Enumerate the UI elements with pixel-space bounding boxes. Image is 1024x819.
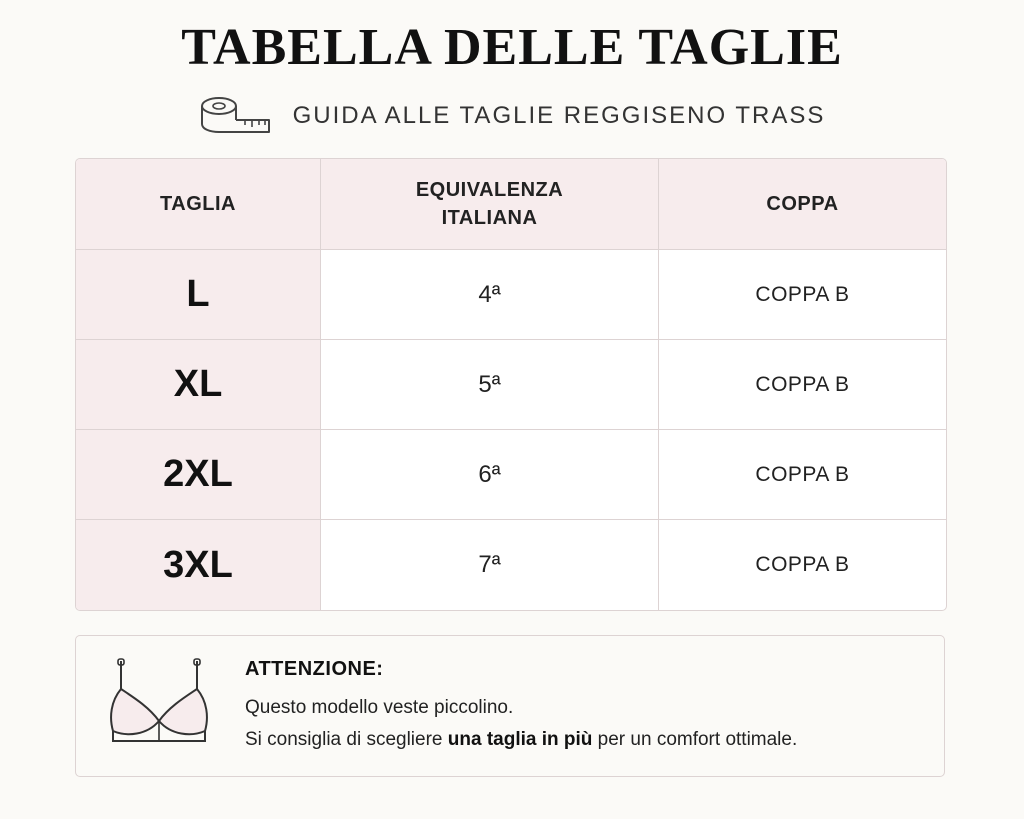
warning-text-line1: Questo modello veste piccolino.	[245, 697, 514, 718]
italian-size-cell: 4ª	[321, 250, 659, 339]
warning-title: ATTENZIONE:	[245, 658, 384, 680]
column-header-italian-equivalent: EQUIVALENZA ITALIANA	[321, 159, 659, 249]
size-cell: 3XL	[76, 520, 321, 610]
page-title: TABELLA DELLE TAGLIE	[181, 19, 843, 76]
warning-text-post: per un comfort ottimale.	[592, 729, 798, 750]
subtitle-row	[0, 92, 1024, 140]
warning-text-pre: Si consiglia di scegliere	[245, 729, 448, 750]
column-header-cup: COPPA	[766, 193, 839, 215]
page-subtitle: GUIDA ALLE TAGLIE REGGISENO TRASS	[292, 102, 826, 129]
cup-cell: COPPA B	[755, 553, 850, 576]
bra-icon	[105, 655, 213, 756]
table-header-row	[76, 159, 946, 250]
size-cell: L	[76, 250, 321, 339]
measuring-tape-icon	[199, 94, 273, 138]
italian-size-cell: 5ª	[321, 340, 659, 429]
warning-text-line2	[245, 729, 797, 751]
cup-cell: COPPA B	[755, 372, 850, 396]
size-table	[75, 158, 947, 611]
table-row	[76, 520, 946, 610]
cup-cell: COPPA B	[755, 462, 850, 486]
table-row	[76, 430, 946, 520]
italian-size-cell: 6ª	[321, 430, 659, 519]
table-row	[76, 340, 946, 430]
table-row	[76, 250, 946, 340]
column-header-size: TAGLIA	[76, 159, 321, 249]
warning-text-emphasis: una taglia in più	[447, 729, 593, 750]
size-cell: XL	[76, 340, 321, 429]
size-cell: 2XL	[76, 430, 321, 519]
italian-size-cell: 7ª	[321, 520, 659, 610]
cup-cell: COPPA B	[755, 282, 850, 306]
